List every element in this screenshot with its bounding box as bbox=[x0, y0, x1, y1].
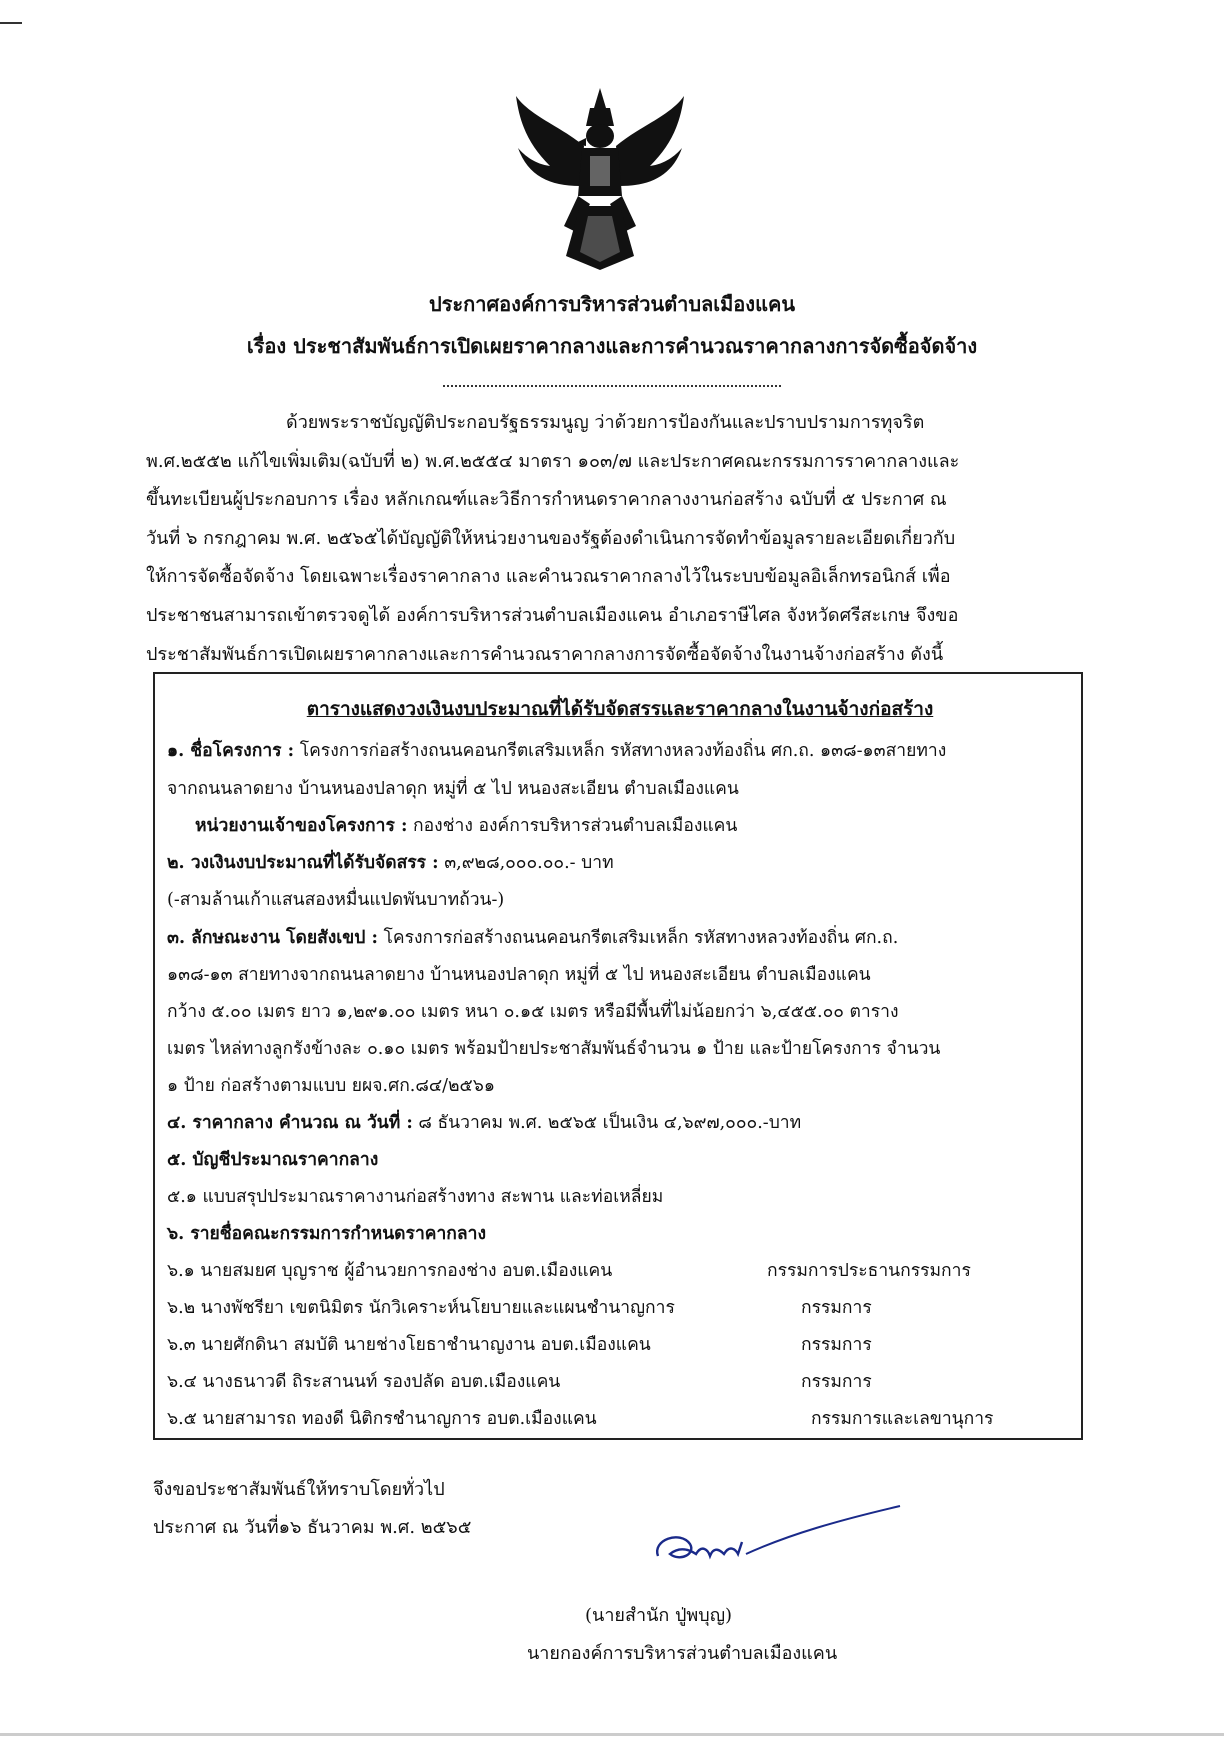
description-row bbox=[167, 923, 898, 951]
description-label: ๓. ลักษณะงาน โดยสังเขป : bbox=[167, 928, 378, 948]
announcement-subject: เรื่อง ประชาสัมพันธ์การเปิดเผยราคากลางและการคำนวณราคากลางการจัดซื้อจัดจ้าง bbox=[246, 334, 978, 358]
intro-line: วันที่ ๖ กรกฎาคม พ.ศ. ๒๕๖๕ได้บัญญัติให้หน่วยงานของรัฐต้องดำเนินการจัดทำข้อมูลรายละเอียดเกี่ยวกับ bbox=[146, 527, 956, 549]
committee-label: ๖. รายชื่อคณะกรรมการกำหนดราคากลาง bbox=[167, 1224, 486, 1244]
intro-line: ให้การจัดซื้อจัดจ้าง โดยเฉพาะเรื่องราคากลาง และคำนวณราคากลางไว้ในระบบข้อมูลอิเล็กทรอนิกส์ เพื่อ bbox=[146, 566, 951, 588]
intro-paragraph bbox=[146, 404, 1084, 674]
signer-title: นายกองค์การบริหารส่วนตำบลเมืองแคน bbox=[527, 1643, 838, 1664]
project-name-continued: จากถนนลาดยาง บ้านหนองปลาดุก หมู่ที่ ๕ ไป หนองสะเอียน ตำบลเมืองแคน bbox=[167, 779, 739, 799]
garuda-emblem-icon bbox=[510, 86, 690, 270]
price-row bbox=[167, 1108, 801, 1136]
announcement-date: ประกาศ ณ วันที่๑๖ ธันวาคม พ.ศ. ๒๕๖๕ bbox=[153, 1517, 472, 1538]
bq-heading bbox=[167, 1145, 378, 1173]
closing-line: จึงขอประชาสัมพันธ์ให้ทราบโดยทั่วไป bbox=[153, 1479, 445, 1500]
price-label: ๔. ราคากลาง คำนวณ ณ วันที่ : bbox=[167, 1113, 413, 1133]
bq-label: ๕. บัญชีประมาณราคากลาง bbox=[167, 1150, 379, 1170]
description-text: โครงการก่อสร้างถนนคอนกรีตเสริมเหล็ก รหัสทางหลวงท้องถิ่น ศก.ถ. bbox=[383, 928, 899, 948]
description-line: กว้าง ๕.๐๐ เมตร ยาว ๑,๒๙๑.๐๐ เมตร หนา ๐.๑๕ เมตร หรือมีพื้นที่ไม่น้อยกว่า ๖,๔๕๕.๐๐ ตาราง bbox=[167, 1002, 899, 1022]
owner-label: หน่วยงานเจ้าของโครงการ : bbox=[195, 816, 408, 836]
budget-words: (-สามล้านเก้าแสนสองหมื่นแปดพันบาทถ้วน-) bbox=[167, 890, 505, 910]
committee-heading bbox=[167, 1219, 486, 1247]
scan-edge-mark bbox=[0, 22, 22, 24]
project-label: ๑. ชื่อโครงการ : bbox=[167, 741, 295, 761]
intro-line: ประชาชนสามารถเข้าตรวจดูได้ องค์การบริหารส่วนตำบลเมืองแคน อำเภอราษีไศล จังหวัดศรีสะเกษ จึงขอ bbox=[146, 604, 959, 626]
committee-member-role: กรรมการ bbox=[801, 1372, 872, 1392]
budget-value: ๓,๙๒๘,๐๐๐.๐๐.- บาท bbox=[444, 853, 614, 873]
budget-label: ๒. วงเงินงบประมาณที่ได้รับจัดสรร : bbox=[167, 853, 439, 873]
intro-line: ด้วยพระราชบัญญัติประกอบรัฐธรรมนูญ ว่าด้วยการป้องกันและปราบปรามการทุจริต bbox=[286, 412, 925, 433]
scan-bottom-edge bbox=[0, 1733, 1224, 1736]
intro-line: ขึ้นทะเบียนผู้ประกอบการ เรื่อง หลักเกณฑ์และวิธีการกำหนดราคากลางงานก่อสร้าง ฉบับที่ ๕ ประกาศ ณ bbox=[146, 489, 947, 511]
description-line: ๑๓๘-๑๓ สายทางจากถนนลาดยาง บ้านหนองปลาดุก หมู่ที่ ๕ ไป หนองสะเอียน ตำบลเมืองแคน bbox=[167, 965, 871, 985]
owner-row bbox=[195, 811, 737, 839]
committee-member-name: ๖.๒ นางพัชรียา เขตนิมิตร นักวิเคราะห์นโยบายและแผนชำนาญการ bbox=[167, 1298, 675, 1318]
signer-name: (นายสำนัก ปู่พบุญ) bbox=[585, 1605, 733, 1626]
description-line: ๑ ป้าย ก่อสร้างตามแบบ ยผจ.ศก.๘๔/๒๕๖๑ bbox=[167, 1076, 495, 1096]
committee-member-role: กรรมการประธานกรรมการ bbox=[767, 1261, 971, 1281]
budget-row bbox=[167, 848, 614, 876]
signature bbox=[650, 1500, 910, 1580]
committee-member-name: ๖.๑ นายสมยศ บุญราช ผู้อำนวยการกองช่าง อบต.เมืองแคน bbox=[167, 1261, 613, 1281]
committee-member-role: กรรมการ bbox=[801, 1298, 872, 1318]
committee-member-name: ๖.๓ นายศักดินา สมบัติ นายช่างโยธาชำนาญงาน อบต.เมืองแคน bbox=[167, 1335, 651, 1355]
committee-member-name: ๖.๔ นางธนาวดี ถิระสานนท์ รองปลัด อบต.เมืองแคน bbox=[167, 1372, 561, 1392]
committee-member-role: กรรมการและเลขานุการ bbox=[811, 1409, 994, 1429]
bq-item: ๕.๑ แบบสรุปประมาณราคางานก่อสร้างทาง สะพาน และท่อเหลี่ยม bbox=[167, 1187, 664, 1207]
price-value: ๘ ธันวาคม พ.ศ. ๒๕๖๕ เป็นเงิน ๔,๖๙๗,๐๐๐.-บาท bbox=[418, 1113, 802, 1133]
project-name: โครงการก่อสร้างถนนคอนกรีตเสริมเหล็ก รหัสทางหลวงท้องถิ่น ศก.ถ. ๑๓๘-๑๓สายทาง bbox=[299, 741, 947, 761]
table-title: ตารางแสดงวงเงินงบประมาณที่ได้รับจัดสรรและราคากลางในงานจ้างก่อสร้าง bbox=[306, 698, 934, 720]
intro-line: พ.ศ.๒๕๕๒ แก้ไขเพิ่มเติม(ฉบับที่ ๒) พ.ศ.๒๕๕๔ มาตรา ๑๐๓/๗ และประกาศคณะกรรมการราคากลางและ bbox=[146, 450, 960, 472]
intro-line: ประชาสัมพันธ์การเปิดเผยราคากลางและการคำนวณราคากลางการจัดซื้อจัดจ้างในงานจ้างก่อสร้าง ดังนี้ bbox=[146, 643, 944, 665]
dotted-separator bbox=[443, 375, 781, 387]
committee-member-name: ๖.๕ นายสามารถ ทองดี นิติกรชำนาญการ อบต.เมืองแคน bbox=[167, 1409, 597, 1429]
description-line: เมตร ไหล่ทางลูกรังข้างละ ๐.๑๐ เมตร พร้อมป้ายประชาสัมพันธ์จำนวน ๑ ป้าย และป้ายโครงการ จำนวน bbox=[167, 1039, 941, 1059]
announcement-title: ประกาศองค์การบริหารส่วนตำบลเมืองแคน bbox=[428, 292, 796, 316]
committee-member-role: กรรมการ bbox=[801, 1335, 872, 1355]
project-row bbox=[167, 736, 946, 764]
owner-value: กองช่าง องค์การบริหารส่วนตำบลเมืองแคน bbox=[413, 816, 738, 836]
budget-table-box bbox=[153, 672, 1083, 1440]
